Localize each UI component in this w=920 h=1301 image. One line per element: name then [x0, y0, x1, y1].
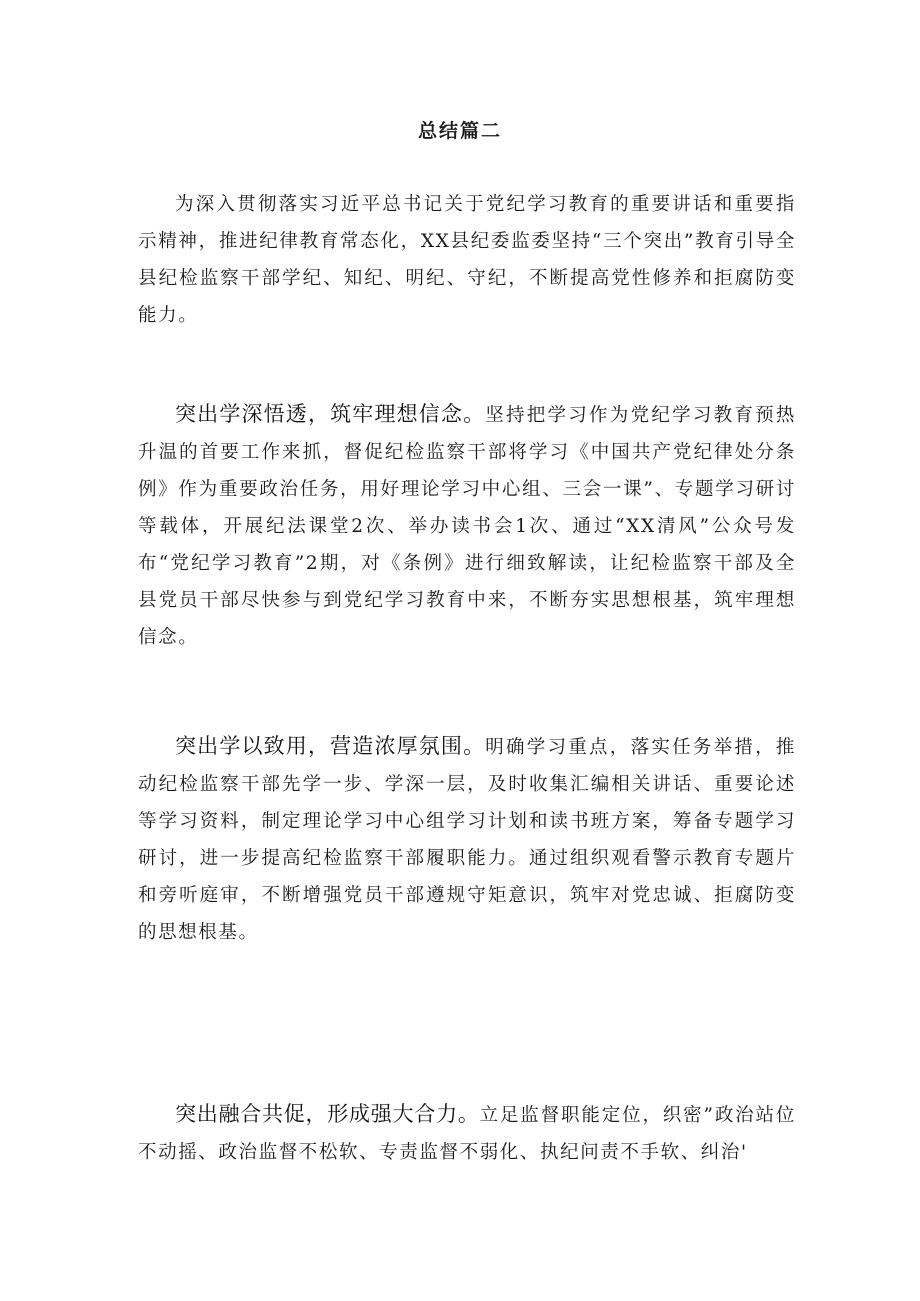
section-paragraph-integrate	[138, 1096, 796, 1171]
document-title: 总结篇二	[417, 120, 502, 142]
section-heading: 突出学深悟透，筑牢理想信念。	[175, 402, 486, 426]
paragraph-text: 为深入贯彻落实习近平总书记关于党纪学习教育的重要讲话和重要指示精神，推进纪律教育常态化，XX县纪委监委坚持“三个突出”教育引导全县纪检监察干部学纪、知纪、明纪、守纪，不断提高党性修养和拒腐防变能力。	[138, 194, 796, 326]
section-paragraph-study	[138, 396, 796, 656]
paragraph-text: 明确学习重点，落实任务举措，推动纪检监察干部先学一步、学深一层，及时收集汇编相关讲话、重要论述等学习资料，制定理论学习中心组学习计划和读书班方案，筹备专题学习研讨，进一步提高纪检监察干部履职能力。通过组织观看警示教育专题片和旁听庭审，不断增强党员干部遵规守矩意识，筑牢对党忠诚、拒腐防变的思想根基。	[138, 737, 796, 943]
paragraph-text: 立足监督职能定位，织密”政治站位不动摇、政治监督不松软、专责监督不弱化、执纪问责不手软、纠治'	[138, 1105, 796, 1163]
section-paragraph-apply	[138, 728, 796, 951]
intro-paragraph	[138, 186, 796, 334]
section-heading: 突出学以致用，营造浓厚氛围。	[175, 734, 486, 758]
paragraph-text: 坚持把学习作为党纪学习教育预热升温的首要工作来抓，督促纪检监察干部将学习《中国共产党纪律处分条例》作为重要政治任务，用好理论学习中心组、三会一课”、专题学习研讨等载体，开展纪法课堂2次、举办读书会1次、通过“XX清风”公众号发布“党纪学习教育”2期，对《条例》进行细致解读，让纪检监察干部及全县党员干部尽快参与到党纪学习教育中来，不断夯实思想根基，筑牢理想信念。	[138, 405, 796, 648]
section-heading: 突出融合共促，形成强大合力。	[175, 1102, 480, 1126]
